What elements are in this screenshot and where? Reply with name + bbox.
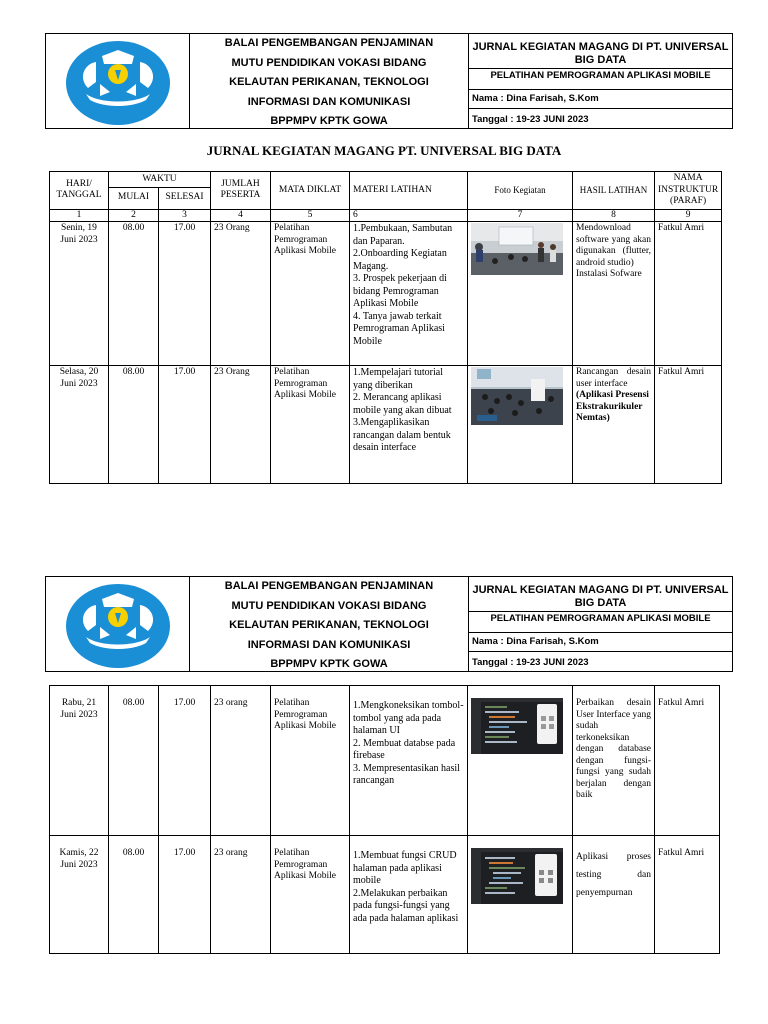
cell-hasil xyxy=(573,366,655,484)
activity-photo xyxy=(471,223,563,275)
col-jumlah: JUMLAH PESERTA xyxy=(211,172,271,210)
cell-selesai: 17.00 xyxy=(159,366,211,484)
institution-line: BALAI PENGEMBANGAN PENJAMINAN xyxy=(224,37,434,49)
cell-mata-diklat: Pelatihan Pemrograman Aplikasi Mobile xyxy=(271,836,350,954)
cell-mulai: 08.00 xyxy=(109,686,159,836)
institution-line: KELAUTAN PERIKANAN, TEKNOLOGI xyxy=(229,619,429,631)
col-number: 2 xyxy=(109,209,159,222)
cell-mulai: 08.00 xyxy=(109,366,159,484)
col-selesai: SELESAI xyxy=(159,187,211,209)
col-materi: MATERI LATIHAN xyxy=(350,172,468,210)
materi-item: 2. Merancang aplikasi mobile yang akan dibuat xyxy=(353,392,452,416)
cell-materi xyxy=(350,366,468,484)
cell-foto xyxy=(468,366,573,484)
cell-foto xyxy=(468,836,573,954)
cell-mata-diklat: Pelatihan Pemrograman Aplikasi Mobile xyxy=(271,686,350,836)
cell-mata-diklat: Pelatihan Pemrograman Aplikasi Mobile xyxy=(271,222,350,366)
cell-foto xyxy=(468,222,573,366)
cell-hari: Selasa, 20 Juni 2023 xyxy=(50,366,109,484)
col-number: 1 xyxy=(50,209,109,222)
activity-photo xyxy=(471,367,563,425)
cell-hasil: Aplikasi proses testing dan penyempurnan xyxy=(573,836,655,954)
page-title: JURNAL KEGIATAN MAGANG PT. UNIVERSAL BIG DATA xyxy=(206,143,562,158)
table-row xyxy=(50,686,720,836)
col-number: 4 xyxy=(211,209,271,222)
header-info xyxy=(469,577,732,671)
institution-line: BPPMPV KPTK GOWA xyxy=(270,115,388,127)
cell-instruktur: Fatkul Amri xyxy=(655,366,722,484)
materi-item: 1.Membuat fungsi CRUD halaman pada aplikasi mobile xyxy=(353,850,457,886)
participant-name: Nama : Dina Farisah, S.Kom xyxy=(469,633,732,652)
program-name: PELATIHAN PEMROGRAMAN APLIKASI MOBILE xyxy=(469,612,732,633)
cell-hasil: Perbaikan desain User Interface yang sudah terkoneksikan dengan database dengan fungsi-fungsi yang sudah berjalan dengan baik xyxy=(573,686,655,836)
materi-item: 1.Pembukaan, Sambutan dan Paparan. xyxy=(353,223,453,247)
header-info xyxy=(469,34,732,128)
table-row xyxy=(50,366,722,484)
cell-hasil xyxy=(573,222,655,366)
hasil-item: Mendownload software yang akan digunakan (flutter, android studio) xyxy=(576,223,651,268)
col-waktu: WAKTU xyxy=(109,172,211,188)
cell-hari: Senin, 19 Juni 2023 xyxy=(50,222,109,366)
date-range: Tanggal : 19-23 JUNI 2023 xyxy=(472,657,589,668)
col-nama: NAMA INSTRUKTUR (PARAF) xyxy=(655,172,722,210)
date-range: Tanggal : 19-23 JUNI 2023 xyxy=(472,114,589,125)
institution-name xyxy=(190,34,469,128)
cell-materi xyxy=(350,836,468,954)
col-number: 9 xyxy=(655,209,722,222)
materi-item: 1.Mengkoneksikan tombol-tombol yang ada pada halaman UI xyxy=(353,700,464,736)
activity-photo xyxy=(471,698,563,754)
journal-table-1 xyxy=(49,171,722,484)
cell-selesai: 17.00 xyxy=(159,686,211,836)
cell-selesai: 17.00 xyxy=(159,222,211,366)
header-block-1 xyxy=(45,33,733,129)
institution-line: INFORMASI DAN KOMUNIKASI xyxy=(247,95,411,108)
cell-peserta: 23 Orang xyxy=(211,222,271,366)
materi-item: 2. Membuat databse pada firebase xyxy=(353,737,456,761)
cell-mata-diklat: Pelatihan Pemrograman Aplikasi Mobile xyxy=(271,366,350,484)
tut-wuri-handayani-logo xyxy=(46,577,190,671)
materi-item: 2.Melakukan perbaikan pada fungsi-fungsi yang ada pada halaman aplikasi xyxy=(353,887,459,924)
journal-title: JURNAL KEGIATAN MAGANG DI PT. UNIVERSAL BIG DATA xyxy=(469,577,732,612)
program-name: PELATIHAN PEMROGRAMAN APLIKASI MOBILE xyxy=(469,69,732,90)
institution-line: KELAUTAN PERIKANAN, TEKNOLOGI xyxy=(229,76,429,88)
cell-instruktur: Fatkul Amri xyxy=(655,222,722,366)
cell-materi xyxy=(350,222,468,366)
cell-peserta: 23 orang xyxy=(211,686,271,836)
cell-mulai: 08.00 xyxy=(109,836,159,954)
cell-materi xyxy=(350,686,468,836)
participant-name: Nama : Dina Farisah, S.Kom xyxy=(469,90,732,109)
institution-line: BPPMPV KPTK GOWA xyxy=(270,658,388,670)
cell-hari: Rabu, 21 Juni 2023 xyxy=(50,686,109,836)
cell-instruktur: Fatkul Amri xyxy=(655,686,720,836)
col-number: 8 xyxy=(573,209,655,222)
tut-wuri-handayani-logo xyxy=(46,34,190,128)
materi-item: 2.Onboarding Kegiatan Magang. xyxy=(353,248,447,272)
table-row xyxy=(50,222,722,366)
institution-line: BALAI PENGEMBANGAN PENJAMINAN xyxy=(224,580,434,592)
materi-item: 4. Tanya jawab terkait Pemrograman Aplikasi Mobile xyxy=(353,310,445,347)
col-number: 3 xyxy=(159,209,211,222)
col-hasil: HASIL LATIHAN xyxy=(573,172,655,210)
col-hari: HARI/ TANGGAL xyxy=(50,172,109,210)
materi-item: 3.Mengaplikasikan rancangan dalam bentuk desain interface xyxy=(353,417,451,453)
table-row xyxy=(50,836,720,954)
logo-cell xyxy=(46,577,190,671)
col-mulai: MULAI xyxy=(109,187,159,209)
hasil-item-bold: (Aplikasi Presensi Ekstrakurikuler Nemtas) xyxy=(576,390,649,423)
col-number: 5 xyxy=(271,209,350,222)
materi-item: 3. Mempresentasikan hasil rancangan xyxy=(353,762,460,786)
hasil-item: Rancangan desain user interface xyxy=(576,367,651,389)
materi-item: 3. Prospek pekerjaan di bidang Pemrograman Aplikasi Mobile xyxy=(353,273,447,309)
institution-name xyxy=(190,577,469,671)
header-block-2 xyxy=(45,576,733,672)
col-foto: Foto Kegiatan xyxy=(468,172,573,210)
logo-cell xyxy=(46,34,190,128)
journal-table-2 xyxy=(49,685,720,954)
cell-mulai: 08.00 xyxy=(109,222,159,366)
materi-item: 1.Mempelajari tutorial yang diberikan xyxy=(353,367,443,391)
col-number: 7 xyxy=(468,209,573,222)
cell-instruktur: Fatkul Amri xyxy=(655,836,720,954)
cell-peserta: 23 Orang xyxy=(211,366,271,484)
col-mata: MATA DIKLAT xyxy=(271,172,350,210)
activity-photo xyxy=(471,848,563,904)
cell-selesai: 17.00 xyxy=(159,836,211,954)
cell-peserta: 23 orang xyxy=(211,836,271,954)
cell-hari: Kamis, 22 Juni 2023 xyxy=(50,836,109,954)
column-number-row xyxy=(50,209,722,222)
institution-line: MUTU PENDIDIKAN VOKASI BIDANG xyxy=(231,599,427,612)
journal-title: JURNAL KEGIATAN MAGANG DI PT. UNIVERSAL BIG DATA xyxy=(469,34,732,69)
institution-line: INFORMASI DAN KOMUNIKASI xyxy=(247,638,411,651)
col-number: 6 xyxy=(350,209,468,222)
institution-line: MUTU PENDIDIKAN VOKASI BIDANG xyxy=(231,56,427,69)
cell-foto xyxy=(468,686,573,836)
hasil-item: Instalasi Sofware xyxy=(576,269,642,279)
